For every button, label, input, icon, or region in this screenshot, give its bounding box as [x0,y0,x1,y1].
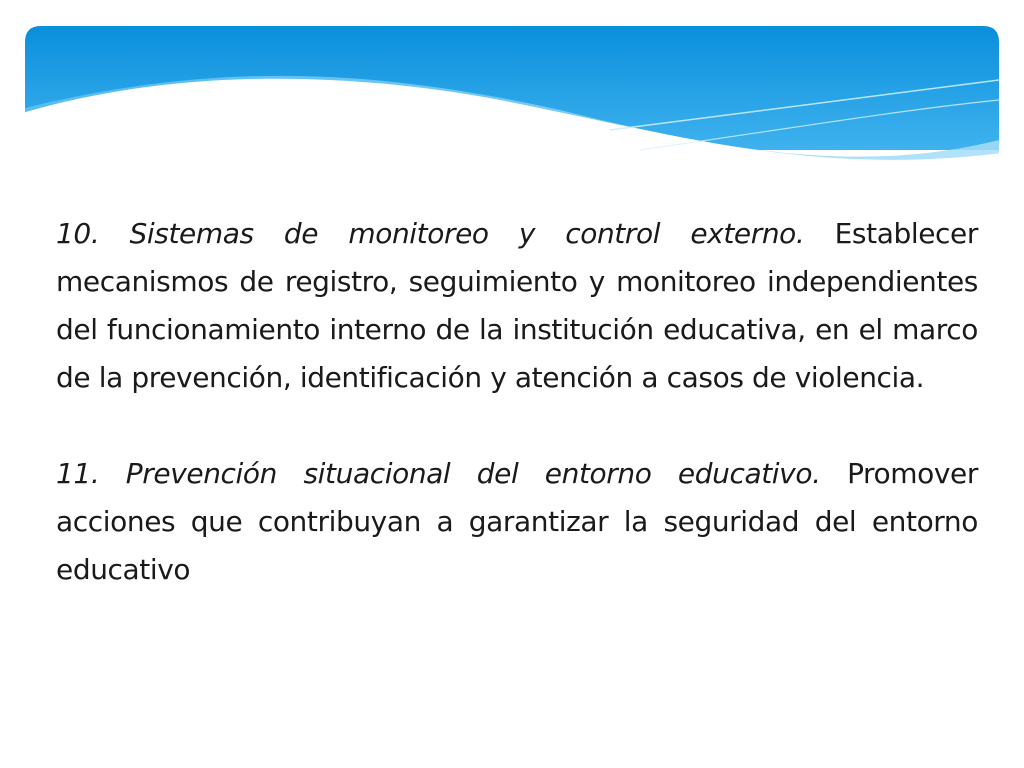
paragraph-11-heading: 11. Prevención situacional del entorno educativo. [56,457,821,490]
paragraph-10-heading: 10. Sistemas de monitoreo y control externo. [56,217,805,250]
paragraph-11 [56,450,978,594]
paragraph-10-text: Establecer mecanismos de registro, seguimiento y monitoreo independientes del funcionamiento interno de la institución educativa, en el marco de la prevención, identificación y atención a casos de violencia. [56,217,978,394]
paragraph-11-text: Promover acciones que contribuyan a garantizar la seguridad del entorno educativo [56,457,978,586]
slide-body [56,210,978,594]
header-wave-decoration [0,0,1024,200]
paragraph-10 [56,210,978,402]
